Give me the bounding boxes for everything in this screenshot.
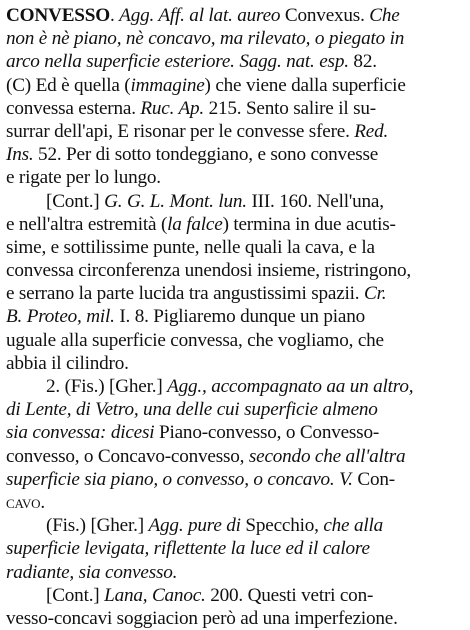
text-segment: III. 160. Nell'una, [246, 190, 384, 212]
text-segment: superficie sia piano, o convesso, o concavo. V. [6, 468, 353, 490]
text-line [6, 50, 464, 73]
text-segment: superficie levigata, riflettente la luce ed il calore [6, 538, 370, 560]
text-line [6, 236, 464, 259]
text-segment: e serrano la parte lucida tra angustissimi spazii. [6, 283, 364, 305]
text-segment: Piano-convesso, o Convesso- [154, 422, 380, 444]
text-segment: di Lente, di Vetro, una delle cui superficie almeno [6, 399, 378, 421]
text-segment: convessa circonferenza unendosi insieme, ristringono, [6, 260, 411, 282]
text-segment: Lana, Canoc. [104, 584, 206, 606]
text-line [6, 445, 464, 468]
text-segment: (Fis.) [Gher.] [46, 515, 149, 537]
text-segment: . [109, 5, 120, 26]
text-segment: ) che viene dalla superficie [204, 74, 406, 96]
text-segment: Red. [354, 120, 389, 142]
text-segment: convesso, o Concavo-convesso, [6, 445, 249, 467]
text-segment: che alla [323, 515, 384, 537]
text-segment: Con- [352, 468, 395, 490]
text-line [6, 120, 464, 143]
text-segment: arco nella superficie esteriore. Sagg. nat. esp. [6, 51, 349, 73]
text-segment: Agg. Aff. al lat. aureo [119, 5, 281, 26]
text-segment: vesso-concavi soggiacion però ad una imperfezione. [6, 607, 398, 629]
text-line [6, 375, 464, 398]
text-segment: G. G. L. Mont. lun. [104, 190, 247, 212]
text-segment: e rigate per lo lungo. [6, 167, 161, 189]
text-line [6, 514, 464, 537]
text-line [6, 537, 464, 560]
text-line [6, 491, 464, 514]
text-line [6, 4, 464, 27]
text-segment: Agg. pure di [148, 515, 241, 537]
text-line [6, 352, 464, 375]
text-segment: non è nè piano, nè concavo, ma rilevato, o piegato in [6, 28, 405, 50]
text-line [6, 282, 464, 305]
text-line [6, 166, 464, 189]
text-line [6, 74, 464, 97]
text-segment: immagine [130, 74, 205, 96]
text-segment: cavo. [6, 491, 45, 513]
text-segment: 82. [348, 51, 377, 73]
text-segment: sia convessa: dicesi [6, 422, 155, 444]
text-segment: ) termina in due acutis- [222, 213, 396, 235]
text-line [6, 398, 464, 421]
text-line [6, 421, 464, 444]
text-segment: convessa esterna. [6, 97, 141, 119]
text-segment: [Cont.] [46, 584, 105, 606]
text-segment: abbia il cilindro. [6, 352, 129, 374]
text-line [6, 561, 464, 584]
text-line [6, 584, 464, 607]
text-segment: [Cont.] [46, 190, 105, 212]
dictionary-entry-convesso [6, 4, 464, 630]
text-segment: (C) Ed è quella ( [6, 74, 131, 96]
text-segment: Convexus. [280, 5, 370, 26]
text-segment: Ins. [6, 144, 34, 166]
text-line [6, 305, 464, 328]
text-line [6, 468, 464, 491]
text-segment: surrar dell'api, E risonar per le convesse sfere. [6, 120, 355, 142]
text-segment: Ruc. Ap. [140, 97, 204, 119]
headword: CONVESSO [6, 5, 110, 26]
text-segment: la falce [167, 213, 223, 235]
text-line [6, 27, 464, 50]
text-segment: Cr. [363, 283, 387, 305]
text-segment: secondo che all'altra [248, 445, 406, 467]
text-segment: 2. (Fis.) [Gher.] [46, 376, 168, 397]
text-line [6, 97, 464, 120]
text-line [6, 190, 464, 213]
text-line [6, 213, 464, 236]
text-segment: 215. Sento salire il su- [203, 97, 376, 119]
text-line [6, 607, 464, 630]
text-segment: Che [369, 5, 400, 26]
text-segment: B. Proteo, mil. [6, 306, 115, 328]
text-segment: 200. Questi vetri con- [205, 584, 374, 606]
text-segment: uguale alla superficie convessa, che vogliamo, che [6, 329, 384, 351]
text-line [6, 143, 464, 166]
text-line [6, 329, 464, 352]
text-segment: 52. Per di sotto tondeggiano, e sono convesse [33, 144, 379, 166]
text-segment: Agg., accompagnato aa un altro, [167, 376, 414, 397]
text-segment: I. 8. Pigliaremo dunque un piano [114, 306, 365, 328]
text-segment: sime, e sottilissime punte, nelle quali la cava, e la [6, 236, 375, 258]
text-line [6, 259, 464, 282]
text-segment: e nell'altra estremità ( [6, 213, 168, 235]
text-segment: radiante, sia convesso. [6, 561, 178, 583]
text-segment: Specchio, [240, 515, 324, 537]
